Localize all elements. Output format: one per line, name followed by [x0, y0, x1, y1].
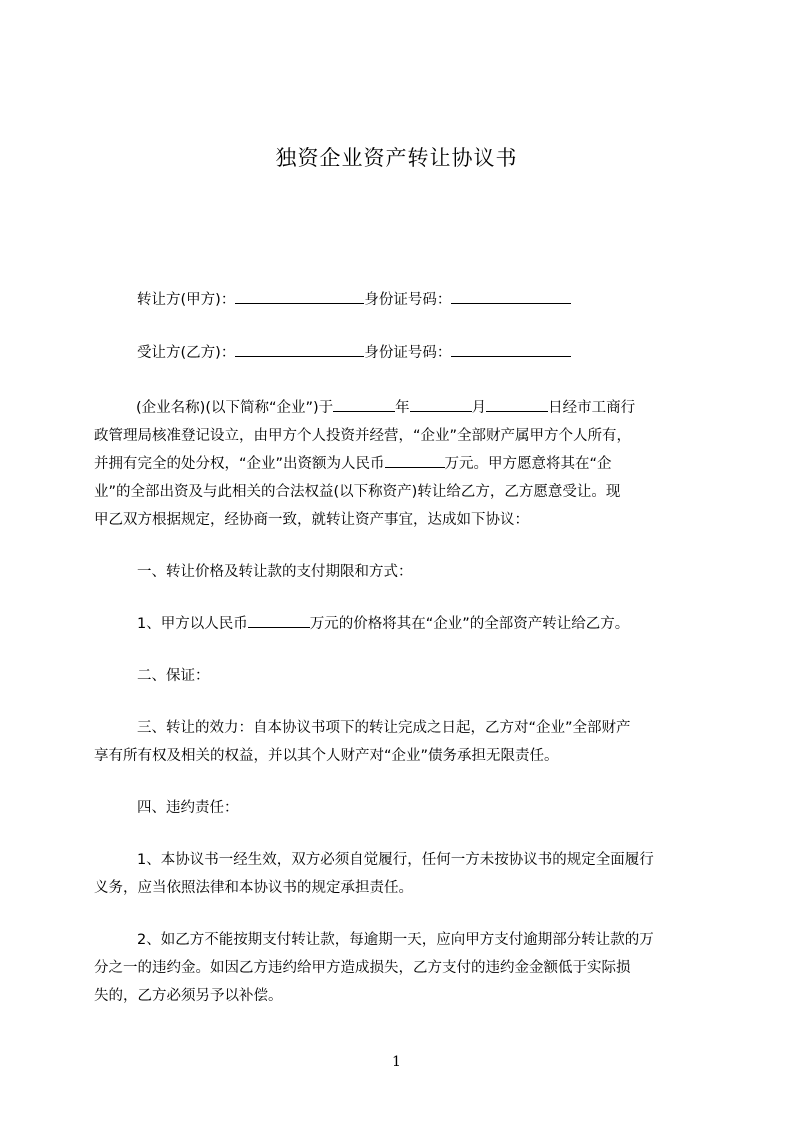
page-number: 1 [392, 1054, 401, 1070]
price-amount-blank [248, 613, 310, 628]
section-4-item-1-line-1: 1、本协议书一经生效，双方必须自觉履行，任何一方未按协议书的规定全面履行 [137, 852, 654, 868]
year-label: 年 [395, 400, 410, 416]
transferor-id-label: 身份证号码： [364, 292, 452, 308]
intro-text: 并拥有完全的处分权，“企业”出资额为人民币 [94, 456, 385, 472]
section-4-heading: 四、违约责任： [137, 800, 239, 816]
section-3-line-1: 三、转让的效力：自本协议书项下的转让完成之日起，乙方对“企业”全部财产 [137, 720, 631, 736]
transferee-id-blank [451, 342, 571, 357]
section-2-heading: 二、保证： [137, 668, 210, 684]
intro-line-5: 甲乙双方根据规定，经协商一致，就转让资产事宜，达成如下协议： [94, 512, 529, 528]
month-label: 月 [471, 400, 487, 416]
date-day-blank [486, 397, 548, 412]
section-4-item-2-line-1: 2、如乙方不能按期支付转让款，每逾期一天，应向甲方支付逾期部分转让款的万 [137, 932, 654, 948]
date-year-blank [333, 397, 395, 412]
intro-line-2: 政管理局核准登记设立，由甲方个人投资并经营，“企业”全部财产属甲方个人所有， [94, 428, 632, 444]
item-text: 万元的价格将其在“企业”的全部资产转让给乙方。 [309, 616, 630, 632]
transferee-label: 受让方(乙方)： [137, 345, 236, 361]
transferee-name-blank [235, 342, 364, 357]
transferee-id-label: 身份证号码： [364, 345, 452, 361]
item-text: 1、甲方以人民币 [137, 616, 248, 632]
intro-text: (企业名称)(以下简称“企业”)于 [136, 400, 334, 416]
date-month-blank [410, 397, 472, 412]
transferor-id-blank [451, 289, 571, 304]
section-1-item-1 [137, 613, 629, 635]
section-3-line-2: 享有所有权及相关的权益，并以其个人财产对“企业”债务承担无限责任。 [94, 748, 559, 764]
transferor-line [137, 289, 571, 311]
intro-text: 万元。甲方愿意将其在“企 [444, 456, 612, 472]
transferor-name-blank [235, 289, 364, 304]
document-title: 独资企业资产转让协议书 [275, 146, 518, 170]
section-1-heading: 一、转让价格及转让款的支付期限和方式： [137, 564, 413, 580]
section-4-item-2-line-2: 分之一的违约金。如因乙方违约给甲方造成损失，乙方支付的违约金金额低于实际损 [94, 960, 631, 976]
intro-line-1 [136, 397, 635, 419]
transferor-label: 转让方(甲方)： [137, 292, 236, 308]
section-4-item-1-line-2: 义务，应当依照法律和本协议书的规定承担责任。 [94, 880, 413, 896]
section-4-item-2-line-3: 失的，乙方必须另予以补偿。 [94, 988, 283, 1004]
transferee-line [137, 342, 571, 364]
capital-amount-blank [385, 453, 445, 468]
intro-line-3 [94, 453, 612, 475]
intro-text: 日经市工商行 [548, 400, 636, 416]
intro-line-4: 业”的全部出资及与此相关的合法权益(以下称资产)转让给乙方，乙方愿意受让。现 [94, 484, 621, 500]
